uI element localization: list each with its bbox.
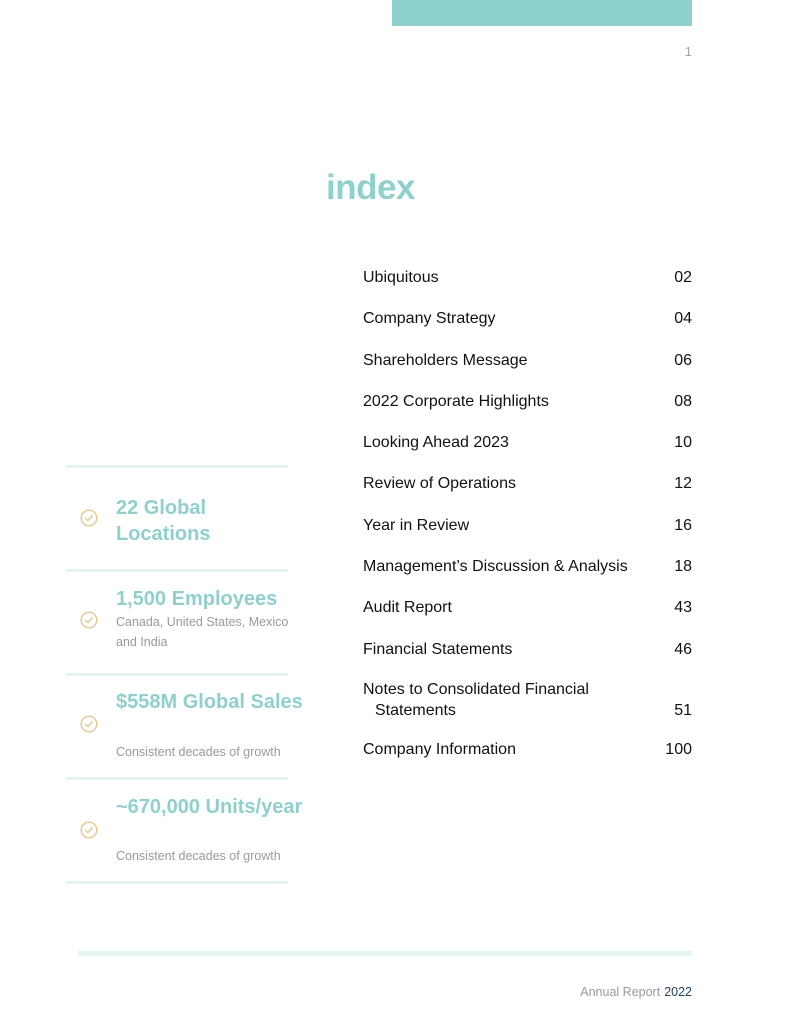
toc-entry-label-line2: Statements (375, 701, 456, 719)
page-title: index (326, 168, 415, 207)
toc-entry[interactable] (363, 349, 692, 373)
toc-entry-page: 12 (674, 475, 692, 493)
footer (560, 985, 692, 999)
toc-entry[interactable] (363, 472, 692, 496)
toc-entry-label-line1: Notes to Consolidated Financial (363, 680, 589, 698)
toc-entry-label: Audit Report (363, 599, 452, 617)
toc-entry-label: Company Strategy (363, 310, 496, 328)
top-accent-bar (392, 0, 692, 26)
toc-entry[interactable] (363, 266, 692, 290)
table-of-contents (363, 266, 692, 780)
toc-entry[interactable] (363, 596, 692, 620)
toc-entry-label: Financial Statements (363, 640, 513, 658)
toc-entry-page: 51 (674, 701, 692, 719)
toc-entry-page: 43 (674, 599, 692, 617)
toc-entry-page: 46 (674, 640, 692, 658)
stat-heading: 22 Global Locations (116, 497, 211, 545)
toc-entry-page: 08 (674, 392, 692, 410)
check-circle-icon (80, 611, 98, 629)
toc-entry-label: Looking Ahead 2023 (363, 434, 509, 452)
toc-entry-page: 16 (674, 516, 692, 534)
toc-entry-label: Review of Operations (363, 475, 516, 493)
toc-entry[interactable] (363, 738, 692, 762)
toc-entry-page: 04 (674, 310, 692, 328)
toc-entry-label: Shareholders Message (363, 351, 528, 369)
stat-subtext: Canada, United States, Mexico and India (116, 615, 289, 649)
check-circle-icon (80, 821, 98, 839)
toc-entry[interactable] (363, 307, 692, 331)
toc-entry-page: 100 (665, 741, 692, 759)
toc-entry-page: 06 (674, 351, 692, 369)
toc-entry-label: Management’s Discussion & Analysis (363, 558, 628, 576)
stat-subtext: Consistent decades of growth (116, 849, 281, 863)
toc-entry[interactable] (363, 431, 692, 455)
stat-card (66, 673, 303, 777)
toc-entry[interactable] (363, 638, 692, 662)
stat-heading: 1,500 Employees (116, 588, 278, 610)
toc-entry-page: 02 (674, 269, 692, 286)
toc-entry-label: Year in Review (363, 516, 470, 534)
check-circle-icon (80, 715, 98, 733)
toc-entry-page: 18 (674, 558, 692, 576)
check-circle-icon (80, 509, 98, 527)
footer-label: Annual Report (580, 985, 661, 999)
page-number: 1 (684, 44, 692, 59)
stat-card (66, 569, 288, 673)
footer-divider (78, 951, 692, 956)
footer-year: 2022 (664, 985, 692, 999)
toc-entry[interactable] (363, 679, 692, 721)
stat-subtext: Consistent decades of growth (116, 745, 281, 759)
toc-entry[interactable] (363, 555, 692, 579)
key-stats (66, 465, 303, 884)
toc-entry-label: Ubiquitous (363, 269, 439, 286)
toc-entry-page: 10 (674, 434, 692, 452)
toc-entry-label: Company Information (363, 741, 516, 759)
toc-entry-label: 2022 Corporate Highlights (363, 392, 549, 410)
stat-card (66, 777, 303, 884)
stat-heading: ~670,000 Units/year (116, 796, 303, 818)
toc-entry[interactable] (363, 390, 692, 414)
stat-card (66, 465, 288, 569)
stat-heading: $558M Global Sales (116, 691, 303, 713)
toc-entry-label (363, 679, 656, 721)
toc-entry[interactable] (363, 514, 692, 538)
